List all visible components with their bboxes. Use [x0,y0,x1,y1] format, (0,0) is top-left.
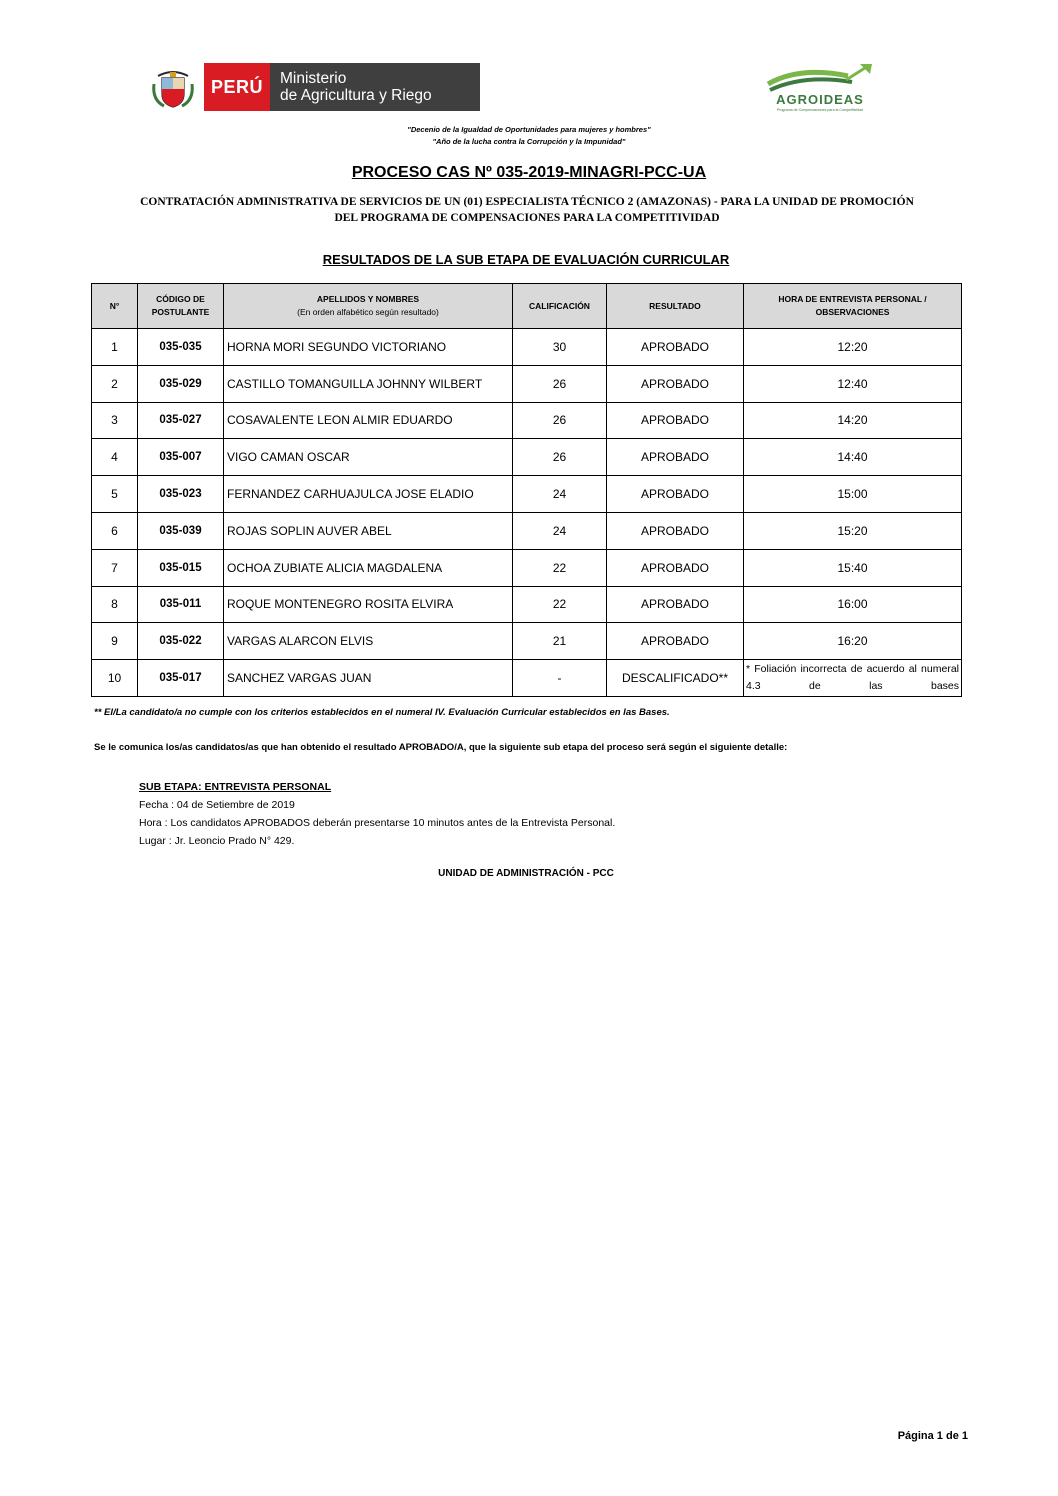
row-name: COSAVALENTE LEON ALMIR EDUARDO [224,402,513,439]
process-title: PROCESO CAS Nº 035-2019-MINAGRI-PCC-UA [351,164,707,181]
row-obs: 15:20 [744,512,962,549]
table-row [92,512,962,549]
row-name: OCHOA ZUBIATE ALICIA MAGDALENA [224,549,513,586]
process-subtitle [90,194,964,226]
agroideas-tagline: Programa de Compensaciones para la Competitividad [776,108,864,112]
section-title: RESULTADOS DE LA SUB ETAPA DE EVALUACIÓN CURRICULAR [322,252,730,267]
row-result: APROBADO [607,365,744,402]
table-row [92,439,962,476]
ministry-line-2: de Agricultura y Riego [280,87,432,104]
interview-hour: Hora : Los candidatos APROBADOS deberán presentarse 10 minutos antes de la Entrevista Personal. [139,817,616,829]
row-num: 2 [92,365,138,402]
row-result: APROBADO [607,512,744,549]
interview-date: Fecha : 04 de Setiembre de 2019 [139,799,295,811]
row-result: APROBADO [607,329,744,366]
table-row [92,586,962,623]
table-header-row [92,284,962,329]
row-name: VIGO CAMAN OSCAR [224,439,513,476]
row-code: 035-022 [138,623,224,660]
peru-coat-of-arms-icon [150,66,196,110]
agroideas-name: AGROIDEAS [776,92,864,107]
peru-brand-block [204,63,270,111]
row-num: 4 [92,439,138,476]
header-name-line-2: (En orden alfabético según resultado) [297,307,439,317]
row-code: 035-035 [138,329,224,366]
row-code: 035-027 [138,402,224,439]
row-code: 035-011 [138,586,224,623]
table-row [92,402,962,439]
header-score: CALIFICACIÓN [513,284,607,329]
row-code: 035-029 [138,365,224,402]
row-num: 5 [92,476,138,513]
row-code: 035-039 [138,512,224,549]
issuing-unit: UNIDAD DE ADMINISTRACIÓN - PCC [438,868,614,879]
results-table [91,283,962,697]
row-result: APROBADO [607,549,744,586]
header-code-line-1: CÓDIGO DE [156,294,205,304]
header-result: RESULTADO [607,284,744,329]
row-name: ROQUE MONTENEGRO ROSITA ELVIRA [224,586,513,623]
row-score: 30 [513,329,607,366]
row-num: 1 [92,329,138,366]
ministry-line-1: Ministerio [280,70,347,87]
row-name: VARGAS ALARCON ELVIS [224,623,513,660]
row-name: ROJAS SOPLIN AUVER ABEL [224,512,513,549]
row-result: APROBADO [607,586,744,623]
row-code: 035-007 [138,439,224,476]
motto-line-1: "Decenio de la Igualdad de Oportunidades para mujeres y hombres" [407,125,651,134]
row-score: 24 [513,476,607,513]
row-result: DESCALIFICADO** [607,660,744,697]
row-result: APROBADO [607,476,744,513]
next-stage-title: SUB ETAPA: ENTREVISTA PERSONAL [139,781,332,793]
table-row [92,476,962,513]
interview-place: Lugar : Jr. Leoncio Prado N° 429. [139,835,295,847]
row-obs: 14:20 [744,402,962,439]
page-number: Página 1 de 1 [897,1430,968,1442]
header-name-line-1: APELLIDOS Y NOMBRES [316,294,420,304]
row-name: CASTILLO TOMANGUILLA JOHNNY WILBERT [224,365,513,402]
row-num: 10 [92,660,138,697]
row-num: 3 [92,402,138,439]
table-row [92,660,962,697]
row-obs: 12:20 [744,329,962,366]
subtitle-line-2: DEL PROGRAMA DE COMPENSACIONES PARA LA COMPETITIVIDAD [334,212,720,224]
table-row [92,365,962,402]
header-obs-line-2: OBSERVACIONES [815,307,890,317]
row-obs: * Foliación incorrecta de acuerdo al numeral 4.3 de las bases [744,660,962,697]
row-name: SANCHEZ VARGAS JUAN [224,660,513,697]
table-row [92,623,962,660]
peru-label: PERÚ [210,76,263,97]
header-observations [744,284,962,329]
table-row [92,549,962,586]
row-score: - [513,660,607,697]
row-score: 21 [513,623,607,660]
row-obs: 14:40 [744,439,962,476]
row-obs: 15:00 [744,476,962,513]
row-score: 26 [513,365,607,402]
row-obs: 12:40 [744,365,962,402]
row-score: 26 [513,402,607,439]
ministry-brand-block [270,63,480,111]
row-code: 035-023 [138,476,224,513]
motto-line-2: "Año de la lucha contra la Corrupción y la Impunidad" [432,137,626,146]
row-code: 035-015 [138,549,224,586]
row-num: 8 [92,586,138,623]
row-code: 035-017 [138,660,224,697]
row-score: 26 [513,439,607,476]
header-obs-line-1: HORA DE ENTREVISTA PERSONAL / [778,294,927,304]
row-num: 6 [92,512,138,549]
header-code [138,284,224,329]
row-result: APROBADO [607,402,744,439]
row-obs: 15:40 [744,549,962,586]
row-obs: 16:00 [744,586,962,623]
row-name: FERNANDEZ CARHUAJULCA JOSE ELADIO [224,476,513,513]
row-name: HORNA MORI SEGUNDO VICTORIANO [224,329,513,366]
header-code-line-2: POSTULANTE [151,307,210,317]
row-num: 7 [92,549,138,586]
header-num: N° [92,284,138,329]
row-obs: 16:20 [744,623,962,660]
row-score: 24 [513,512,607,549]
communication-text: Se le comunica los/as candidatos/as que han obtenido el resultado APROBADO/A, que la siguiente sub etapa del proceso será según el siguiente detalle: [94,742,788,753]
row-num: 9 [92,623,138,660]
row-score: 22 [513,586,607,623]
subtitle-line-1: CONTRATACIÓN ADMINISTRATIVA DE SERVICIOS DE UN (01) ESPECIALISTA TÉCNICO 2 (AMAZONAS) - PARA LA UNIDAD DE PROMOCIÓN [140,196,914,208]
header-name [224,284,513,329]
row-result: APROBADO [607,439,744,476]
table-row [92,329,962,366]
row-result: APROBADO [607,623,744,660]
disqualification-note: ** El/La candidato/a no cumple con los criterios establecidos en el numeral IV. Evaluación Curricular establecidos en las Bases. [94,707,670,718]
row-score: 22 [513,549,607,586]
